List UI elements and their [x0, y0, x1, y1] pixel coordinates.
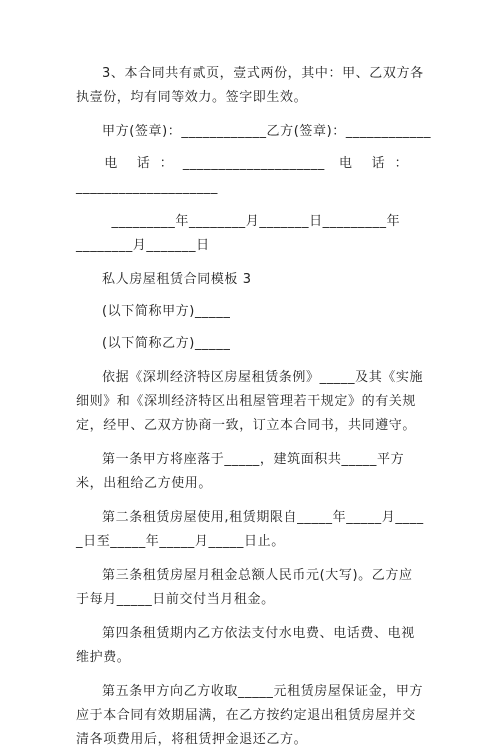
article-2: 第二条租赁房屋使用,租赁期限自_____年_____月_____日至_____年_____月_____日止。 [76, 510, 424, 549]
clause-3: 3、本合同共有贰页，壹式两份，其中：甲、乙双方各执壹份，均有同等效力。签字即生效。 [76, 66, 424, 105]
phone-line-2: ____________________ [76, 180, 218, 195]
party-b-line: (以下简称乙方)_____ [102, 336, 231, 351]
signature-line: 甲方(签章)：____________乙方(签章)：____________ [102, 124, 432, 139]
party-a-line: (以下简称甲方)_____ [102, 304, 231, 319]
date-line-1: _________年________月_______日_________年 [102, 214, 401, 229]
article-1: 第一条甲方将座落于_____，建筑面积共_____平方米，出租给乙方使用。 [76, 452, 405, 491]
article-5: 第五条甲方向乙方收取_____元租赁房屋保证金，甲方应于本合同有效期届满，在乙方按约定退出租赁房屋并交清各项费用后，将租赁押金退还乙方。 [76, 684, 424, 747]
document-title: 私人房屋租赁合同模板 3 [102, 272, 252, 287]
date-line-2: ________月_______日 [76, 238, 210, 253]
article-3: 第三条租赁房屋月租金总额人民币元(大写)。乙方应于每月_____日前交付当月租金。 [76, 568, 413, 607]
phone-line-1: 电 话 ： ____________________ 电 话 ： [90, 156, 409, 171]
article-4: 第四条租赁期内乙方依法支付水电费、电话费、电视维护费。 [76, 626, 415, 665]
intro-paragraph: 依据《深圳经济特区房屋租赁条例》_____及其《实施细则》和《深圳经济特区出租屋管理若干规定》的有关规定，经甲、乙双方协商一致，订立本合同书，共同遵守。 [76, 370, 424, 433]
